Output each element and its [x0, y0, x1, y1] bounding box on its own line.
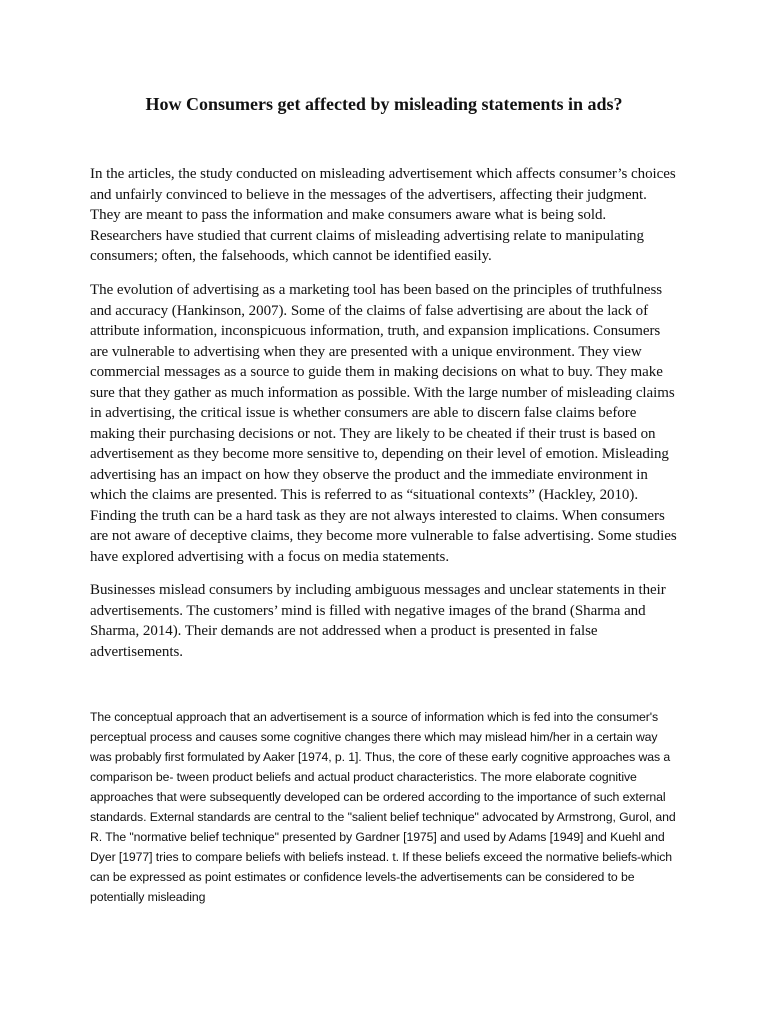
body-paragraph-3: Businesses mislead consumers by including ambiguous messages and unclear statements in their advertisements. The customers’ mind is filled with negative images of the brand (Sharma and Sharma, 2014). Their demands are not addressed when a product is presented in false advertisements. [90, 582, 666, 660]
body-paragraph-2: The evolution of advertising as a marketing tool has been based on the principles of truthfulness and accuracy (Hankinson, 2007). Some of the claims of false advertising are about the lack of attribute information, inconspicuous information, truth, and expansion implications. Consumers are vulnerable to advertising when they are presented with a unique environment. They view commercial messages as a source to guide them in making decisions on what to buy. They make sure that they gather as much information as possible. With the large number of misleading claims in advertising, the critical issue is whether consumers are able to discern false claims before making their purchasing decisions or not. They are likely to be cheated if their trust is based on advertisement as they become more sensitive to, depending on their level of emotion. Misleading advertising has an impact on how they observe the product and the immediate environment in which the claims are presented. This is referred to as “situational contexts” (Hackley, 2010). Finding the truth can be a hard task as they are not always interested to claims. When consumers are not aware of deceptive claims, they become more vulnerable to false advertising. Some studies have explored advertising with a focus on media statements. [90, 282, 677, 565]
document-title: How Consumers get affected by misleading statements in ads? [145, 94, 623, 114]
quoted-excerpt: The conceptual approach that an advertisement is a source of information which is fed into the consumer's perceptual process and causes some cognitive changes there which may mislead him/her in a certain way was probably first formulated by Aaker [1974, p. 1]. Thus, the core of these early cognitive approaches was a comparison be- tween product beliefs and actual product characteristics. The more elaborate cognitive approaches that were subsequently developed can be ordered according to the importance of such external standards. External standards are central to the "salient belief technique" advocated by Armstrong, Gurol, and R. The "normative belief technique" presented by Gardner [1975] and used by Adams [1949] and Kuehl and Dyer [1977] tries to compare beliefs with beliefs instead. t. If these beliefs exceed the normative beliefs-which can be expressed as point estimates or confidence levels-the advertisements can be considered to be potentially misleading [90, 710, 676, 904]
body-paragraph-1: In the articles, the study conducted on misleading advertisement which affects consumer’s choices and unfairly convinced to believe in the messages of the advertisers, affecting their judgment. They are meant to pass the information and make consumers aware what is being sold. Researchers have studied that current claims of misleading advertising relate to manipulating consumers; often, the falsehoods, which cannot be identified easily. [90, 166, 676, 264]
